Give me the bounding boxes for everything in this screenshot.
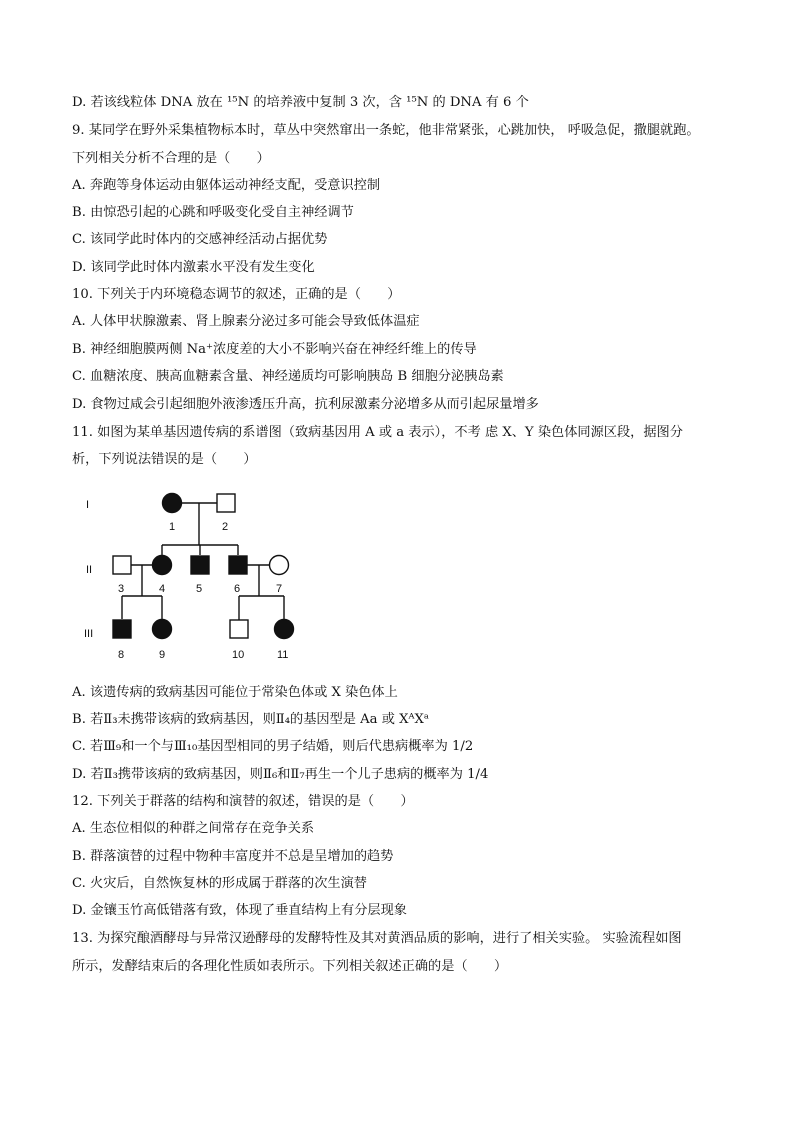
pedigree-chart <box>74 478 314 666</box>
individual-2-normal-male <box>217 494 235 512</box>
individual-5-affected-male <box>191 556 209 574</box>
individual-6-affected-male <box>229 556 247 574</box>
individual-1-affected-female <box>163 494 182 513</box>
q9-stem-line1: 9. 某同学在野外采集植物标本时，草丛中突然窜出一条蛇，他非常紧张，心跳加快， 呼吸急促，撒腿就跑。 <box>72 123 700 138</box>
q10-option-c: C. 血糖浓度、胰高血糖素含量、神经递质均可影响胰岛 B 细胞分泌胰岛素 <box>72 369 504 384</box>
q12-option-a: A. 生态位相似的种群之间常存在竞争关系 <box>72 821 315 836</box>
label-5: 5 <box>196 583 203 595</box>
q11-option-b: B. 若Ⅱ₃未携带该病的致病基因，则Ⅱ₄的基因型是 Aa 或 XᴬXᵃ <box>72 712 429 727</box>
label-2: 2 <box>222 521 229 533</box>
q12-stem: 12. 下列关于群落的结构和演替的叙述，错误的是（ ） <box>72 794 414 809</box>
q10-option-d: D. 食物过咸会引起细胞外液渗透压升高，抗利尿激素分泌增多从而引起尿量增多 <box>72 397 539 412</box>
label-1: 1 <box>169 521 176 533</box>
q10-option-b: B. 神经细胞膜两侧 Na⁺浓度差的大小不影响兴奋在神经纤维上的传导 <box>72 342 477 357</box>
generation-label-2: II <box>86 564 93 576</box>
q11-stem-line2: 析，下列说法错误的是（ ） <box>72 452 257 467</box>
label-8: 8 <box>118 649 125 661</box>
q13-stem-line2: 所示，发酵结束后的各理化性质如表所示。下列相关叙述正确的是（ ） <box>72 959 508 974</box>
individual-11-affected-female <box>275 620 294 639</box>
label-4: 4 <box>159 583 166 595</box>
q11-option-c: C. 若Ⅲ₉和一个与Ⅲ₁₀基因型相同的男子结婚，则后代患病概率为 1/2 <box>72 739 474 754</box>
individual-10-normal-male <box>230 620 248 638</box>
q11-option-a: A. 该遗传病的致病基因可能位于常染色体或 X 染色体上 <box>72 685 398 700</box>
label-10: 10 <box>232 649 245 661</box>
individual-8-affected-male <box>113 620 131 638</box>
q9-option-d: D. 该同学此时体内激素水平没有发生变化 <box>72 260 315 275</box>
label-7: 7 <box>276 583 283 595</box>
label-9: 9 <box>159 649 166 661</box>
generation-label-3: III <box>84 628 94 640</box>
q13-stem-line1: 13. 为探究酿酒酵母与异常汉逊酵母的发酵特性及其对黄酒品质的影响，进行了相关实验。 实验流程如图 <box>72 931 682 946</box>
q12-option-d: D. 金镶玉竹高低错落有致，体现了垂直结构上有分层现象 <box>72 903 407 918</box>
q12-option-b: B. 群落演替的过程中物种丰富度并不总是呈增加的趋势 <box>72 849 394 864</box>
individual-4-affected-female <box>153 556 172 575</box>
prev-option-d: D. 若该线粒体 DNA 放在 ¹⁵N 的培养液中复制 3 次，含 ¹⁵N 的 DNA 有 6 个 <box>72 95 529 110</box>
q9-option-c: C. 该同学此时体内的交感神经活动占据优势 <box>72 232 328 247</box>
individual-9-affected-female <box>153 620 172 639</box>
q11-stem-line1: 11. 如图为某单基因遗传病的系谱图（致病基因用 A 或 a 表示），不考 虑 X、Y 染色体同源区段，据图分 <box>72 425 683 440</box>
q9-option-b: B. 由惊恐引起的心跳和呼吸变化受自主神经调节 <box>72 205 354 220</box>
q11-option-d: D. 若Ⅱ₃携带该病的致病基因，则Ⅱ₆和Ⅱ₇再生一个儿子患病的概率为 1/4 <box>72 767 489 782</box>
label-3: 3 <box>118 583 125 595</box>
individual-7-normal-female <box>270 556 289 575</box>
generation-label-1: I <box>86 499 90 511</box>
q9-option-a: A. 奔跑等身体运动由躯体运动神经支配，受意识控制 <box>72 178 381 193</box>
q10-option-a: A. 人体甲状腺激素、肾上腺素分泌过多可能会导致低体温症 <box>72 314 420 329</box>
q9-stem-line2: 下列相关分析不合理的是（ ） <box>72 151 270 166</box>
individual-3-normal-male <box>113 556 131 574</box>
label-11: 11 <box>277 649 289 661</box>
q12-option-c: C. 火灾后，自然恢复林的形成属于群落的次生演替 <box>72 876 367 891</box>
q10-stem: 10. 下列关于内环境稳态调节的叙述，正确的是（ ） <box>72 287 401 302</box>
label-6: 6 <box>234 583 241 595</box>
